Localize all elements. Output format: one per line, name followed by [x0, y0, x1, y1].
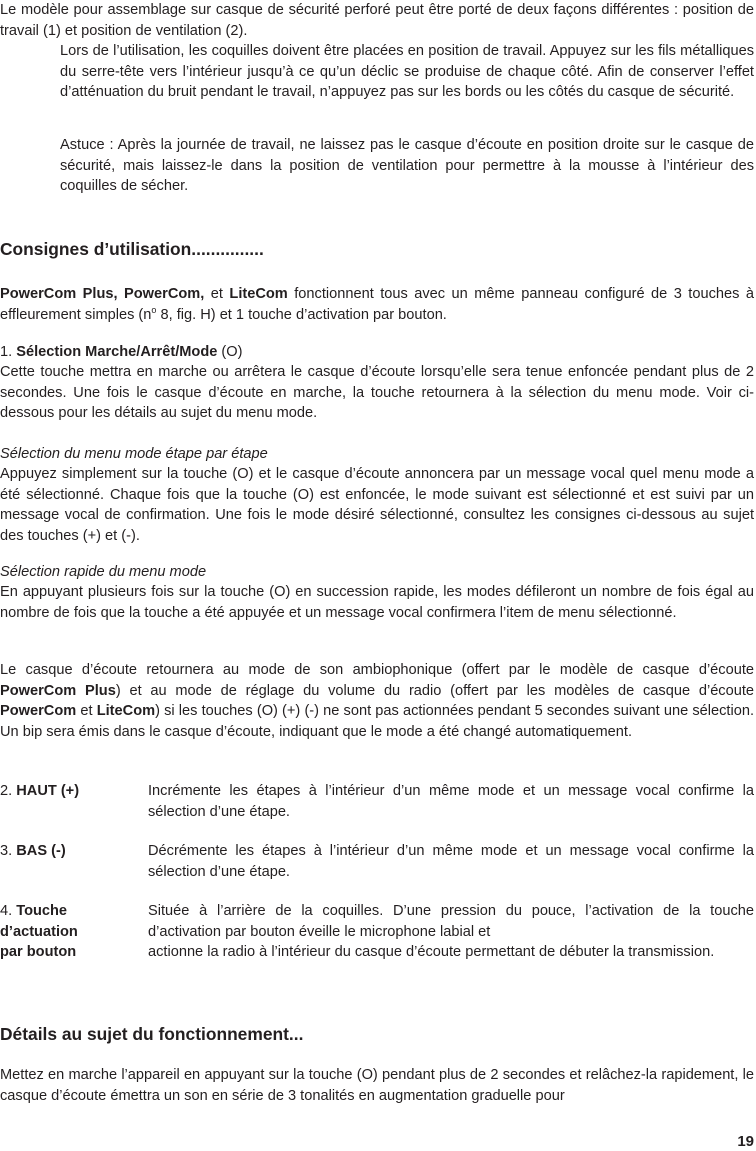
usage-instructions-heading: Consignes d’utilisation............... — [0, 239, 264, 259]
item4-label-line3: par bouton — [0, 944, 77, 961]
item1-suffix: (O) — [217, 344, 243, 360]
item1-title — [0, 342, 754, 363]
tip-paragraph: Astuce : Après la journée de travail, ne laissez pas le casque d’écoute en position droite sur le casque de sécurité, mais laissez-le dans la position de ventilation pour permettre à la mousse à l’intérieur des coquilles de sécher. — [60, 137, 754, 195]
item4-label-line2: d’actuation — [0, 923, 78, 940]
model-names-1: PowerCom Plus, PowerCom, — [0, 286, 205, 302]
item3-label: BAS (-) — [16, 843, 66, 859]
auto-return-text-c: ) et au mode de réglage du volume du radio (offert par les modèles de casque d’écoute — [115, 682, 755, 699]
auto-return-text-e: ) si les touches (O) (+) (-) ne sont pas actionnées pendant 5 secondes suivant une sélection. Un bip sera émis dans le casque d’écoute, indiquant que le mode a été changé automatiquement. — [0, 703, 755, 740]
model-powercom-plus: PowerCom Plus — [0, 682, 116, 699]
operation-details-text: Mettez en marche l’appareil en appuyant sur la touche (O) pendant plus de 2 secondes et relâchez-la rapidement, le casque d’écoute émettra un son en série de 3 tonalités en augmentation graduelle pour — [0, 1067, 754, 1104]
item4-term — [0, 901, 140, 963]
numero-superscript: o — [151, 304, 157, 315]
item4-number: 4. — [0, 903, 17, 919]
auto-return-text-a: Le casque d’écoute retournera au mode de son ambiophonique (offert par le modèle de casque d’écoute — [0, 662, 754, 678]
model-name-litecom: LiteCom — [229, 286, 288, 302]
models-paragraph — [0, 284, 754, 325]
item4-desc-line1: Située à l’arrière de la coquilles. D’une pression du pouce, l’activation de la touche — [148, 903, 754, 919]
auto-return-paragraph — [0, 660, 754, 742]
item3-term — [0, 841, 140, 862]
item4-label-line1: Touche — [16, 903, 68, 919]
intro-paragraph: Le modèle pour assemblage sur casque de sécurité perforé peut être porté de deux façons différentes : position de travail (1) et position de ventilation (2). — [0, 2, 754, 39]
page-number: 19 — [737, 1133, 754, 1150]
item2-number: 2. — [0, 783, 17, 799]
model-litecom: LiteCom — [96, 703, 156, 720]
item2-label: HAUT (+) — [16, 783, 80, 799]
item4-description — [148, 901, 754, 963]
quick-select-text: En appuyant plusieurs fois sur la touche (O) en succession rapide, les modes défileront un nombre de fois égal au nombre de fois que la touche a été appuyée et un message vocal confirmera l’item de menu sélectionné. — [0, 584, 754, 621]
step-by-step-title: Sélection du menu mode étape par étape — [0, 446, 268, 462]
item1-text: Cette touche mettra en marche ou arrêtera le casque d’écoute lorsqu’elle sera tenue enfoncée pendant plus de 2 secondes. Une fois le casque d’écoute en marche, la touche retournera à la sélection du menu mode. Voir ci-dessous pour les détails au sujet du menu mode. — [0, 364, 754, 422]
model-powercom: PowerCom — [0, 703, 77, 720]
usage-paragraph: Lors de l’utilisation, les coquilles doivent être placées en position de travail. Appuyez sur les fils métalliques du serre-tête vers l’intérieur jusqu’à ce qu’un déclic se produise de chaque côté. Afin de conserver l’effet d’atténuation du bruit pendant le travail, n’appuyez pas sur les bords ou les côtés du casque de sécurité. — [60, 43, 754, 101]
models-and: et — [204, 286, 230, 302]
item4-desc-line3: actionne la radio à l’intérieur du casque d’écoute permettant de débuter la transmission. — [148, 944, 715, 961]
models-text-end: 8, fig. H) et 1 touche d’activation par bouton. — [156, 306, 447, 323]
item3-description: Décrémente les étapes à l’intérieur d’un même mode et un message vocal confirme la sélection d’une étape. — [148, 843, 754, 880]
auto-return-text-d: et — [76, 703, 97, 720]
step-by-step-text: Appuyez simplement sur la touche (O) et le casque d’écoute annoncera par un message vocal quel menu mode a été sélectionné. Chaque fois que la touche (O) est enfoncée, le mode suivant est sélectionné et est suivi par un message vocal de confirmation. Une fois le mode désiré sélectionné, consultez les consignes ci-dessous au sujet des touches (+) et (-). — [0, 466, 754, 544]
models-text: fonctionnent tous avec un même panneau configuré de 3 touches à effleurement simples (n — [0, 286, 754, 323]
operation-details-heading: Détails au sujet du fonctionnement... — [0, 1024, 304, 1044]
item1-number: 1. — [0, 344, 17, 360]
quick-select-title: Sélection rapide du menu mode — [0, 564, 207, 580]
item4-desc-line2: d’activation par bouton éveille le microphone labial et — [148, 923, 491, 940]
item2-term — [0, 781, 140, 802]
item2-description: Incrémente les étapes à l’intérieur d’un même mode et un message vocal confirme la sélection d’une étape. — [148, 783, 754, 820]
item1-label: Sélection Marche/Arrêt/Mode — [16, 344, 218, 360]
item3-number: 3. — [0, 843, 17, 859]
